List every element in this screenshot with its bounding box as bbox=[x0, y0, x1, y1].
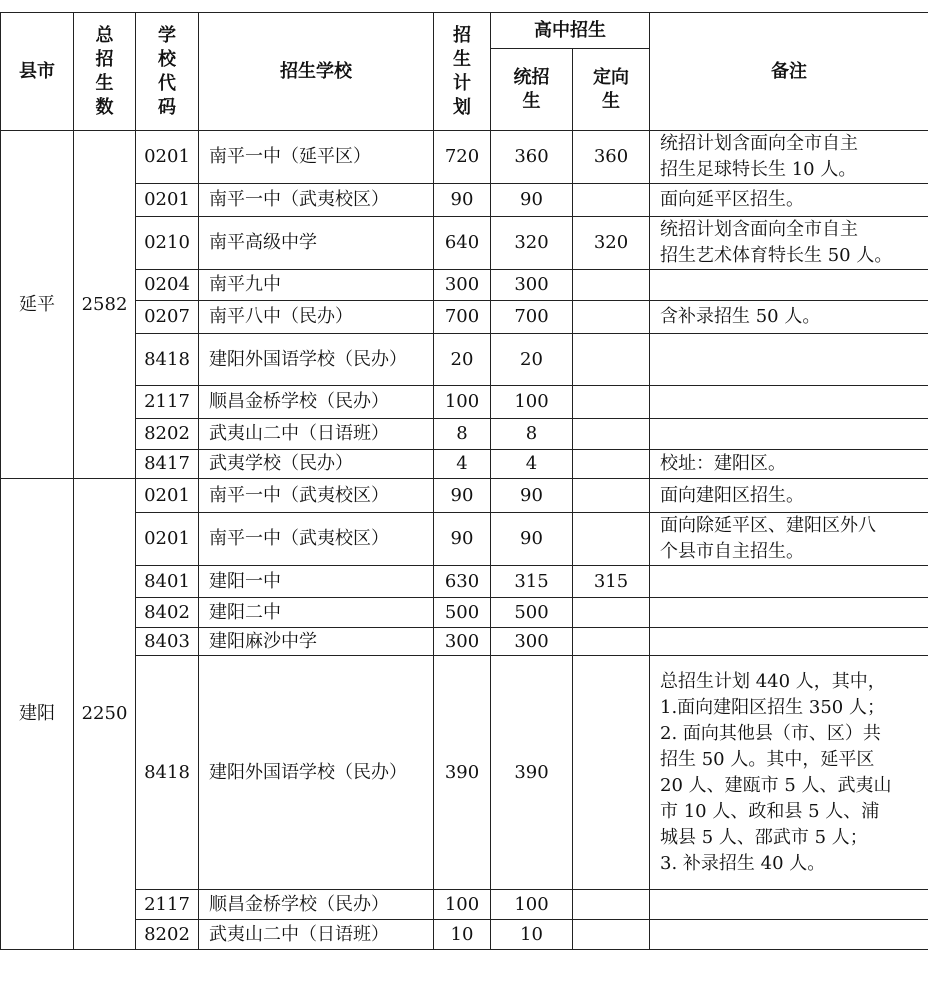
school-name-cell: 建阳外国语学校（民办） bbox=[199, 334, 434, 386]
plan-cell: 720 bbox=[434, 131, 491, 184]
plan-cell: 20 bbox=[434, 334, 491, 386]
plan-cell: 390 bbox=[434, 656, 491, 890]
directed-cell bbox=[573, 419, 650, 450]
unified-cell: 20 bbox=[491, 334, 573, 386]
remark-line: 面向延平区招生。 bbox=[660, 189, 804, 210]
remark-cell bbox=[650, 920, 928, 950]
directed-cell bbox=[573, 513, 650, 566]
unified-cell: 100 bbox=[491, 386, 573, 419]
enrollment-table-container bbox=[0, 12, 928, 950]
directed-cell bbox=[573, 598, 650, 628]
table-row bbox=[1, 217, 928, 270]
plan-cell: 630 bbox=[434, 566, 491, 598]
school-code-cell: 0201 bbox=[136, 513, 199, 566]
county-cell: 延平 bbox=[1, 131, 74, 479]
school-name-cell: 建阳外国语学校（民办） bbox=[199, 656, 434, 890]
table-header bbox=[1, 13, 928, 131]
header-school: 招生学校 bbox=[199, 13, 434, 131]
header-high-school: 高中招生 bbox=[491, 13, 650, 49]
school-code-cell: 8403 bbox=[136, 628, 199, 656]
remark-line: 统招计划含面向全市自主 bbox=[660, 219, 858, 240]
header-county: 县市 bbox=[1, 13, 74, 131]
plan-cell: 10 bbox=[434, 920, 491, 950]
directed-cell bbox=[573, 184, 650, 217]
school-name-cell: 南平八中（民办） bbox=[199, 301, 434, 334]
school-name-cell: 建阳麻沙中学 bbox=[199, 628, 434, 656]
header-directed: 定向生 bbox=[573, 49, 650, 131]
school-name-cell: 建阳一中 bbox=[199, 566, 434, 598]
directed-cell bbox=[573, 334, 650, 386]
plan-cell: 300 bbox=[434, 270, 491, 301]
school-name-cell: 建阳二中 bbox=[199, 598, 434, 628]
remark-line: 总招生计划 440 人，其中， bbox=[660, 670, 886, 692]
unified-cell: 300 bbox=[491, 628, 573, 656]
school-code-cell: 2117 bbox=[136, 890, 199, 920]
remark-cell bbox=[650, 131, 928, 184]
remark-line: 招生艺术体育特长生 50 人。 bbox=[660, 245, 893, 266]
remark-cell bbox=[650, 419, 928, 450]
remark-line: 统招计划含面向全市自主 bbox=[660, 133, 858, 154]
remark-line: 校址：建阳区。 bbox=[660, 453, 786, 474]
plan-cell: 300 bbox=[434, 628, 491, 656]
school-code-cell: 0207 bbox=[136, 301, 199, 334]
unified-cell: 315 bbox=[491, 566, 573, 598]
remark-cell bbox=[650, 628, 928, 656]
school-code-cell: 0210 bbox=[136, 217, 199, 270]
county-cell: 建阳 bbox=[1, 479, 74, 950]
plan-cell: 90 bbox=[434, 184, 491, 217]
school-name-cell: 南平一中（武夷校区） bbox=[199, 479, 434, 513]
remark-cell bbox=[650, 566, 928, 598]
directed-cell: 360 bbox=[573, 131, 650, 184]
directed-cell: 315 bbox=[573, 566, 650, 598]
table-row bbox=[1, 598, 928, 628]
unified-cell: 700 bbox=[491, 301, 573, 334]
remark-line: 1.面向建阳区招生 350 人； bbox=[660, 696, 885, 718]
unified-cell: 360 bbox=[491, 131, 573, 184]
unified-cell: 390 bbox=[491, 656, 573, 890]
remark-cell bbox=[650, 598, 928, 628]
table-row bbox=[1, 890, 928, 920]
school-code-cell: 8401 bbox=[136, 566, 199, 598]
table-row bbox=[1, 419, 928, 450]
remark-cell bbox=[650, 450, 928, 479]
plan-cell: 500 bbox=[434, 598, 491, 628]
school-code-cell: 0204 bbox=[136, 270, 199, 301]
remark-line: 招生 50 人。其中，延平区 bbox=[660, 748, 875, 770]
school-code-cell: 8202 bbox=[136, 419, 199, 450]
total-cell: 2582 bbox=[74, 131, 136, 479]
remark-line: 含补录招生 50 人。 bbox=[660, 306, 821, 327]
header-total: 总招生数 bbox=[74, 13, 136, 131]
school-code-cell: 8202 bbox=[136, 920, 199, 950]
table-row bbox=[1, 656, 928, 890]
remark-line: 2. 面向其他县（市、区）共 bbox=[660, 722, 881, 744]
plan-cell: 4 bbox=[434, 450, 491, 479]
school-code-cell: 0201 bbox=[136, 479, 199, 513]
plan-cell: 90 bbox=[434, 479, 491, 513]
unified-cell: 300 bbox=[491, 270, 573, 301]
remark-line: 面向除延平区、建阳区外八 bbox=[660, 515, 876, 536]
directed-cell bbox=[573, 890, 650, 920]
remark-cell bbox=[650, 334, 928, 386]
table-row bbox=[1, 450, 928, 479]
remark-cell bbox=[650, 270, 928, 301]
remark-line: 3. 补录招生 40 人。 bbox=[660, 852, 826, 874]
school-code-cell: 8402 bbox=[136, 598, 199, 628]
school-name-cell: 顺昌金桥学校（民办） bbox=[199, 386, 434, 419]
school-name-cell: 武夷学校（民办） bbox=[199, 450, 434, 479]
table-row bbox=[1, 386, 928, 419]
plan-cell: 100 bbox=[434, 890, 491, 920]
directed-cell bbox=[573, 386, 650, 419]
school-code-cell: 8417 bbox=[136, 450, 199, 479]
school-code-cell: 8418 bbox=[136, 334, 199, 386]
plan-cell: 640 bbox=[434, 217, 491, 270]
plan-cell: 100 bbox=[434, 386, 491, 419]
remark-cell bbox=[650, 217, 928, 270]
total-cell: 2250 bbox=[74, 479, 136, 950]
table-row bbox=[1, 920, 928, 950]
unified-cell: 100 bbox=[491, 890, 573, 920]
school-name-cell: 南平一中（武夷校区） bbox=[199, 513, 434, 566]
table-row bbox=[1, 301, 928, 334]
school-name-cell: 南平一中（延平区） bbox=[199, 131, 434, 184]
remark-cell bbox=[650, 386, 928, 419]
table-body bbox=[1, 131, 928, 950]
school-name-cell: 南平高级中学 bbox=[199, 217, 434, 270]
table-row bbox=[1, 479, 928, 513]
school-name-cell: 南平一中（武夷校区） bbox=[199, 184, 434, 217]
unified-cell: 90 bbox=[491, 184, 573, 217]
unified-cell: 90 bbox=[491, 513, 573, 566]
remark-cell bbox=[650, 890, 928, 920]
remark-cell bbox=[650, 513, 928, 566]
enrollment-table bbox=[0, 12, 928, 950]
directed-cell bbox=[573, 301, 650, 334]
plan-cell: 90 bbox=[434, 513, 491, 566]
header-plan: 招生计划 bbox=[434, 13, 491, 131]
header-code: 学校代码 bbox=[136, 13, 199, 131]
plan-cell: 700 bbox=[434, 301, 491, 334]
directed-cell bbox=[573, 479, 650, 513]
directed-cell: 320 bbox=[573, 217, 650, 270]
school-code-cell: 8418 bbox=[136, 656, 199, 890]
directed-cell bbox=[573, 920, 650, 950]
unified-cell: 4 bbox=[491, 450, 573, 479]
school-code-cell: 0201 bbox=[136, 131, 199, 184]
directed-cell bbox=[573, 628, 650, 656]
unified-cell: 90 bbox=[491, 479, 573, 513]
school-name-cell: 武夷山二中（日语班） bbox=[199, 419, 434, 450]
plan-cell: 8 bbox=[434, 419, 491, 450]
unified-cell: 320 bbox=[491, 217, 573, 270]
header-unified: 统招生 bbox=[491, 49, 573, 131]
directed-cell bbox=[573, 656, 650, 890]
directed-cell bbox=[573, 270, 650, 301]
table-row bbox=[1, 513, 928, 566]
school-name-cell: 武夷山二中（日语班） bbox=[199, 920, 434, 950]
unified-cell: 10 bbox=[491, 920, 573, 950]
remark-cell bbox=[650, 479, 928, 513]
table-row bbox=[1, 131, 928, 184]
table-row bbox=[1, 334, 928, 386]
school-name-cell: 南平九中 bbox=[199, 270, 434, 301]
remark-line: 20 人、建瓯市 5 人、武夷山 bbox=[660, 774, 892, 796]
table-row bbox=[1, 628, 928, 656]
table-row bbox=[1, 566, 928, 598]
remark-line: 城县 5 人、邵武市 5 人； bbox=[660, 826, 868, 848]
unified-cell: 500 bbox=[491, 598, 573, 628]
remark-line: 市 10 人、政和县 5 人、浦 bbox=[660, 800, 880, 822]
school-code-cell: 2117 bbox=[136, 386, 199, 419]
school-code-cell: 0201 bbox=[136, 184, 199, 217]
remark-line: 面向建阳区招生。 bbox=[660, 484, 804, 506]
remark-line: 招生足球特长生 10 人。 bbox=[660, 159, 857, 180]
directed-cell bbox=[573, 450, 650, 479]
remark-cell bbox=[650, 184, 928, 217]
remark-cell bbox=[650, 656, 928, 890]
school-name-cell: 顺昌金桥学校（民办） bbox=[199, 890, 434, 920]
header-remark: 备注 bbox=[650, 13, 928, 131]
unified-cell: 8 bbox=[491, 419, 573, 450]
remark-cell bbox=[650, 301, 928, 334]
remark-line: 个县市自主招生。 bbox=[660, 541, 804, 562]
table-row bbox=[1, 184, 928, 217]
table-row bbox=[1, 270, 928, 301]
